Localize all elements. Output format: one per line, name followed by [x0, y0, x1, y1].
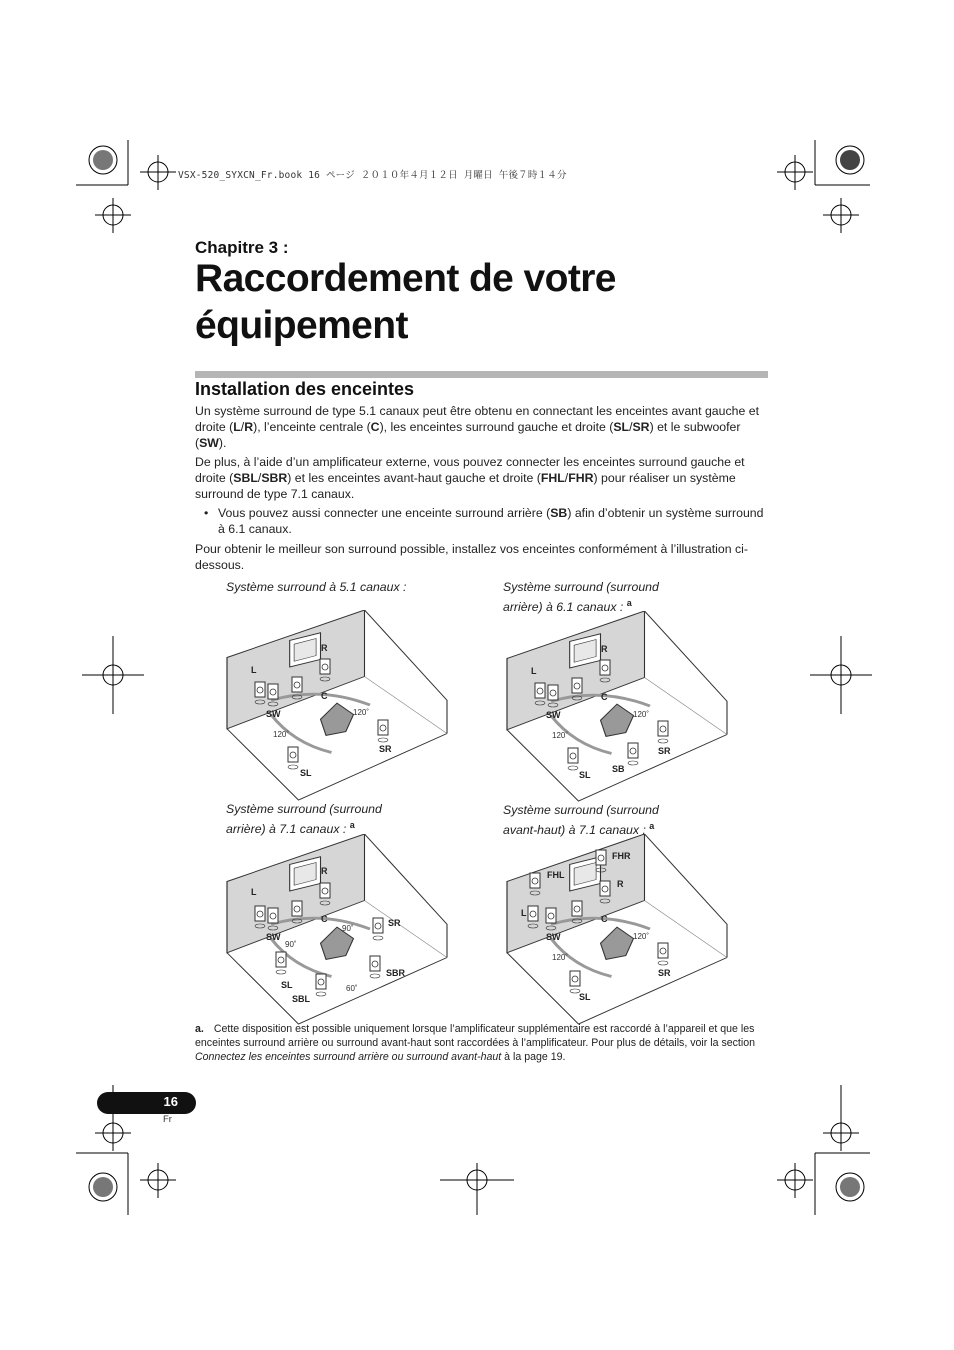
caption-5-1: Système surround à 5.1 canaux : — [226, 580, 407, 594]
paragraph-3: Pour obtenir le meilleur son surround possible, installez vos enceintes conformément à l’illustration ci-dessous. — [195, 542, 748, 572]
label-C: C — [321, 914, 328, 924]
label-L: L — [531, 666, 537, 676]
paragraph-2: De plus, à l’aide d’un amplificateur externe, vous pouvez connecter les enceintes surround gauche et droite (SBL/SBR) et les enceintes avant-haut gauche et droite (FHL/FHR) pour réaliser un système surround de type 7.1 canaux. — [195, 455, 745, 501]
label-SW: SW — [266, 932, 281, 942]
label-SBL: SBL — [292, 994, 310, 1004]
label-FHL: FHL — [547, 870, 565, 880]
label-SW: SW — [266, 709, 281, 719]
angle-label: 120˚ — [633, 710, 650, 719]
registration-mark-icon — [76, 140, 176, 233]
registration-mark-icon — [440, 1163, 514, 1215]
label-SW: SW — [546, 710, 561, 720]
label-SR: SR — [379, 744, 392, 754]
title-line: équipement — [195, 304, 408, 347]
label-R: R — [601, 644, 608, 654]
angle-label: 120˚ — [353, 708, 370, 717]
label-SL: SL — [300, 768, 312, 778]
label-SB: SB — [612, 764, 625, 774]
angle-label: 120˚ — [273, 730, 290, 739]
chapter-label: Chapitre 3 : — [195, 238, 289, 257]
diagram-7-1-high — [505, 834, 735, 1034]
angle-label: 90˚ — [285, 940, 297, 949]
paragraph-1: Un système surround de type 5.1 canaux peut être obtenu en connectant les enceintes avant gauche et droite (L/R), l’enceinte centrale (C), les enceintes surround gauche et droite (SL/SR) et le subwoofer (SW). — [195, 404, 759, 450]
page-number-badge — [97, 1092, 196, 1114]
angle-label: 120˚ — [633, 932, 650, 941]
label-C: C — [601, 914, 608, 924]
label-SW: SW — [546, 932, 561, 942]
label-L: L — [251, 887, 257, 897]
angle-label: 60˚ — [346, 984, 358, 993]
label-L: L — [521, 908, 527, 918]
diagram-7-1-back — [225, 834, 455, 1034]
title-line: Raccordement de votre — [195, 257, 616, 300]
label-FHR: FHR — [612, 851, 631, 861]
caption-6-1: Système surround (surround arrière) à 6.1 canaux : $^a$ — [503, 580, 659, 615]
registration-mark-icon — [777, 1085, 870, 1215]
label-C: C — [321, 691, 328, 701]
label-SL: SL — [579, 770, 591, 780]
caption-7-1-back: Système surround (surround arrière) à 7.1 canaux : $^a$ — [226, 802, 382, 837]
diagram-5-1 — [225, 610, 455, 810]
angle-label: 90˚ — [342, 924, 354, 933]
language-code: Fr — [163, 1114, 172, 1125]
registration-mark-icon — [82, 636, 872, 714]
bullet-item: • Vous pouvez aussi connecter une enceinte surround arrière (SB) afin d’obtenir un système surround à 6.1 canaux. — [218, 505, 770, 537]
label-SL: SL — [281, 980, 293, 990]
label-R: R — [321, 643, 328, 653]
section-title: Installation des enceintes — [195, 379, 415, 399]
label-SL: SL — [579, 992, 591, 1002]
label-R: R — [617, 879, 624, 889]
diagram-6-1 — [505, 611, 735, 811]
label-SR: SR — [658, 968, 671, 978]
label-C: C — [601, 692, 608, 702]
caption-7-1-high: Système surround (surround avant-haut) à 7.1 canaux : $^a$ — [503, 803, 659, 838]
footnote: a. Cette disposition est possible uniquement lorsque l’amplificateur supplémentaire est raccordé à l’appareil et que les enceintes surround arrière ou surround avant-haut sont raccordées à l’amplificateur. Pour plus de détails, voir la section Connectez les enceintes surround arrière ou surround avant-haut à la page 19. — [195, 1023, 756, 1063]
angle-label: 120˚ — [552, 953, 569, 962]
page-title — [195, 255, 755, 349]
label-L: L — [251, 665, 257, 675]
page-number: 16 — [163, 1094, 178, 1109]
print-header: VSX-520_SYXCN_Fr.book 16 ページ ２０１０年４月１２日 月曜日 午後７時１４分 — [178, 170, 567, 181]
label-R: R — [321, 866, 328, 876]
section-rule — [195, 371, 768, 378]
label-SBR: SBR — [386, 968, 406, 978]
label-SR: SR — [388, 918, 401, 928]
label-SR: SR — [658, 746, 671, 756]
angle-label: 120˚ — [552, 731, 569, 740]
